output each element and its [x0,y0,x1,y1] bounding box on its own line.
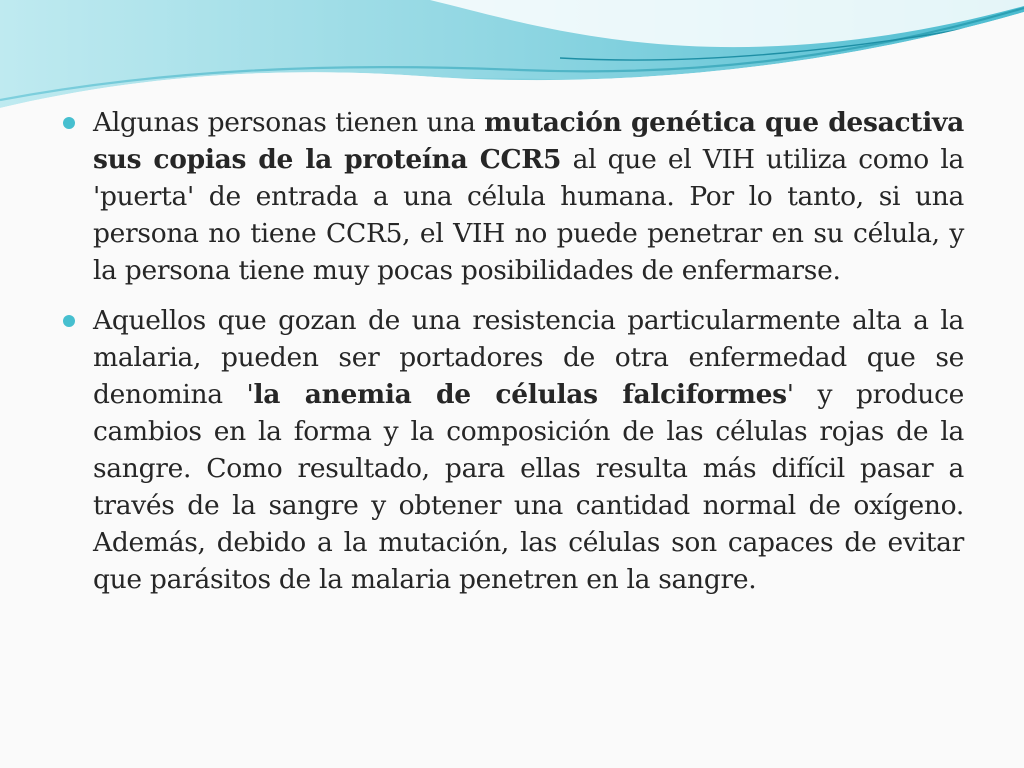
text-run-bold: mutación genética que desactiva sus copias de la proteína CCR5 [93,107,964,175]
bullet-dot-icon [63,315,75,327]
bullet-dot-icon [63,117,75,129]
text-run: Aquellos que gozan de una resistencia particularmente alta a la malaria, pueden ser portadores de otra enfermedad que se denomina ' [93,305,964,410]
text-run: ' y produce cambios en la forma y la composición de las células rojas de la sangre. Como resultado, para ellas resulta más difícil pasar a través de la sangre y obtener una cantidad normal de oxígeno. Además, debido a la mutación, las células son capaces de evitar que parásitos de la malaria penetren en la sangre. [93,379,964,595]
bullet-item-malaria [62,302,964,598]
header-wave-decoration [0,0,1024,120]
bullet-text [93,305,964,595]
text-run: Algunas personas tienen una [93,107,485,138]
bullet-text [93,107,964,286]
text-run-bold: la anemia de células falciformes [253,379,787,410]
bullet-item-ccr5 [62,104,964,289]
bullet-list [62,104,964,611]
text-run: al que el VIH utiliza como la 'puerta' de entrada a una célula humana. Por lo tanto, si una persona no tiene CCR5, el VIH no puede penetrar en su célula, y la persona tiene muy pocas posibilidades de enfermarse. [93,144,964,286]
